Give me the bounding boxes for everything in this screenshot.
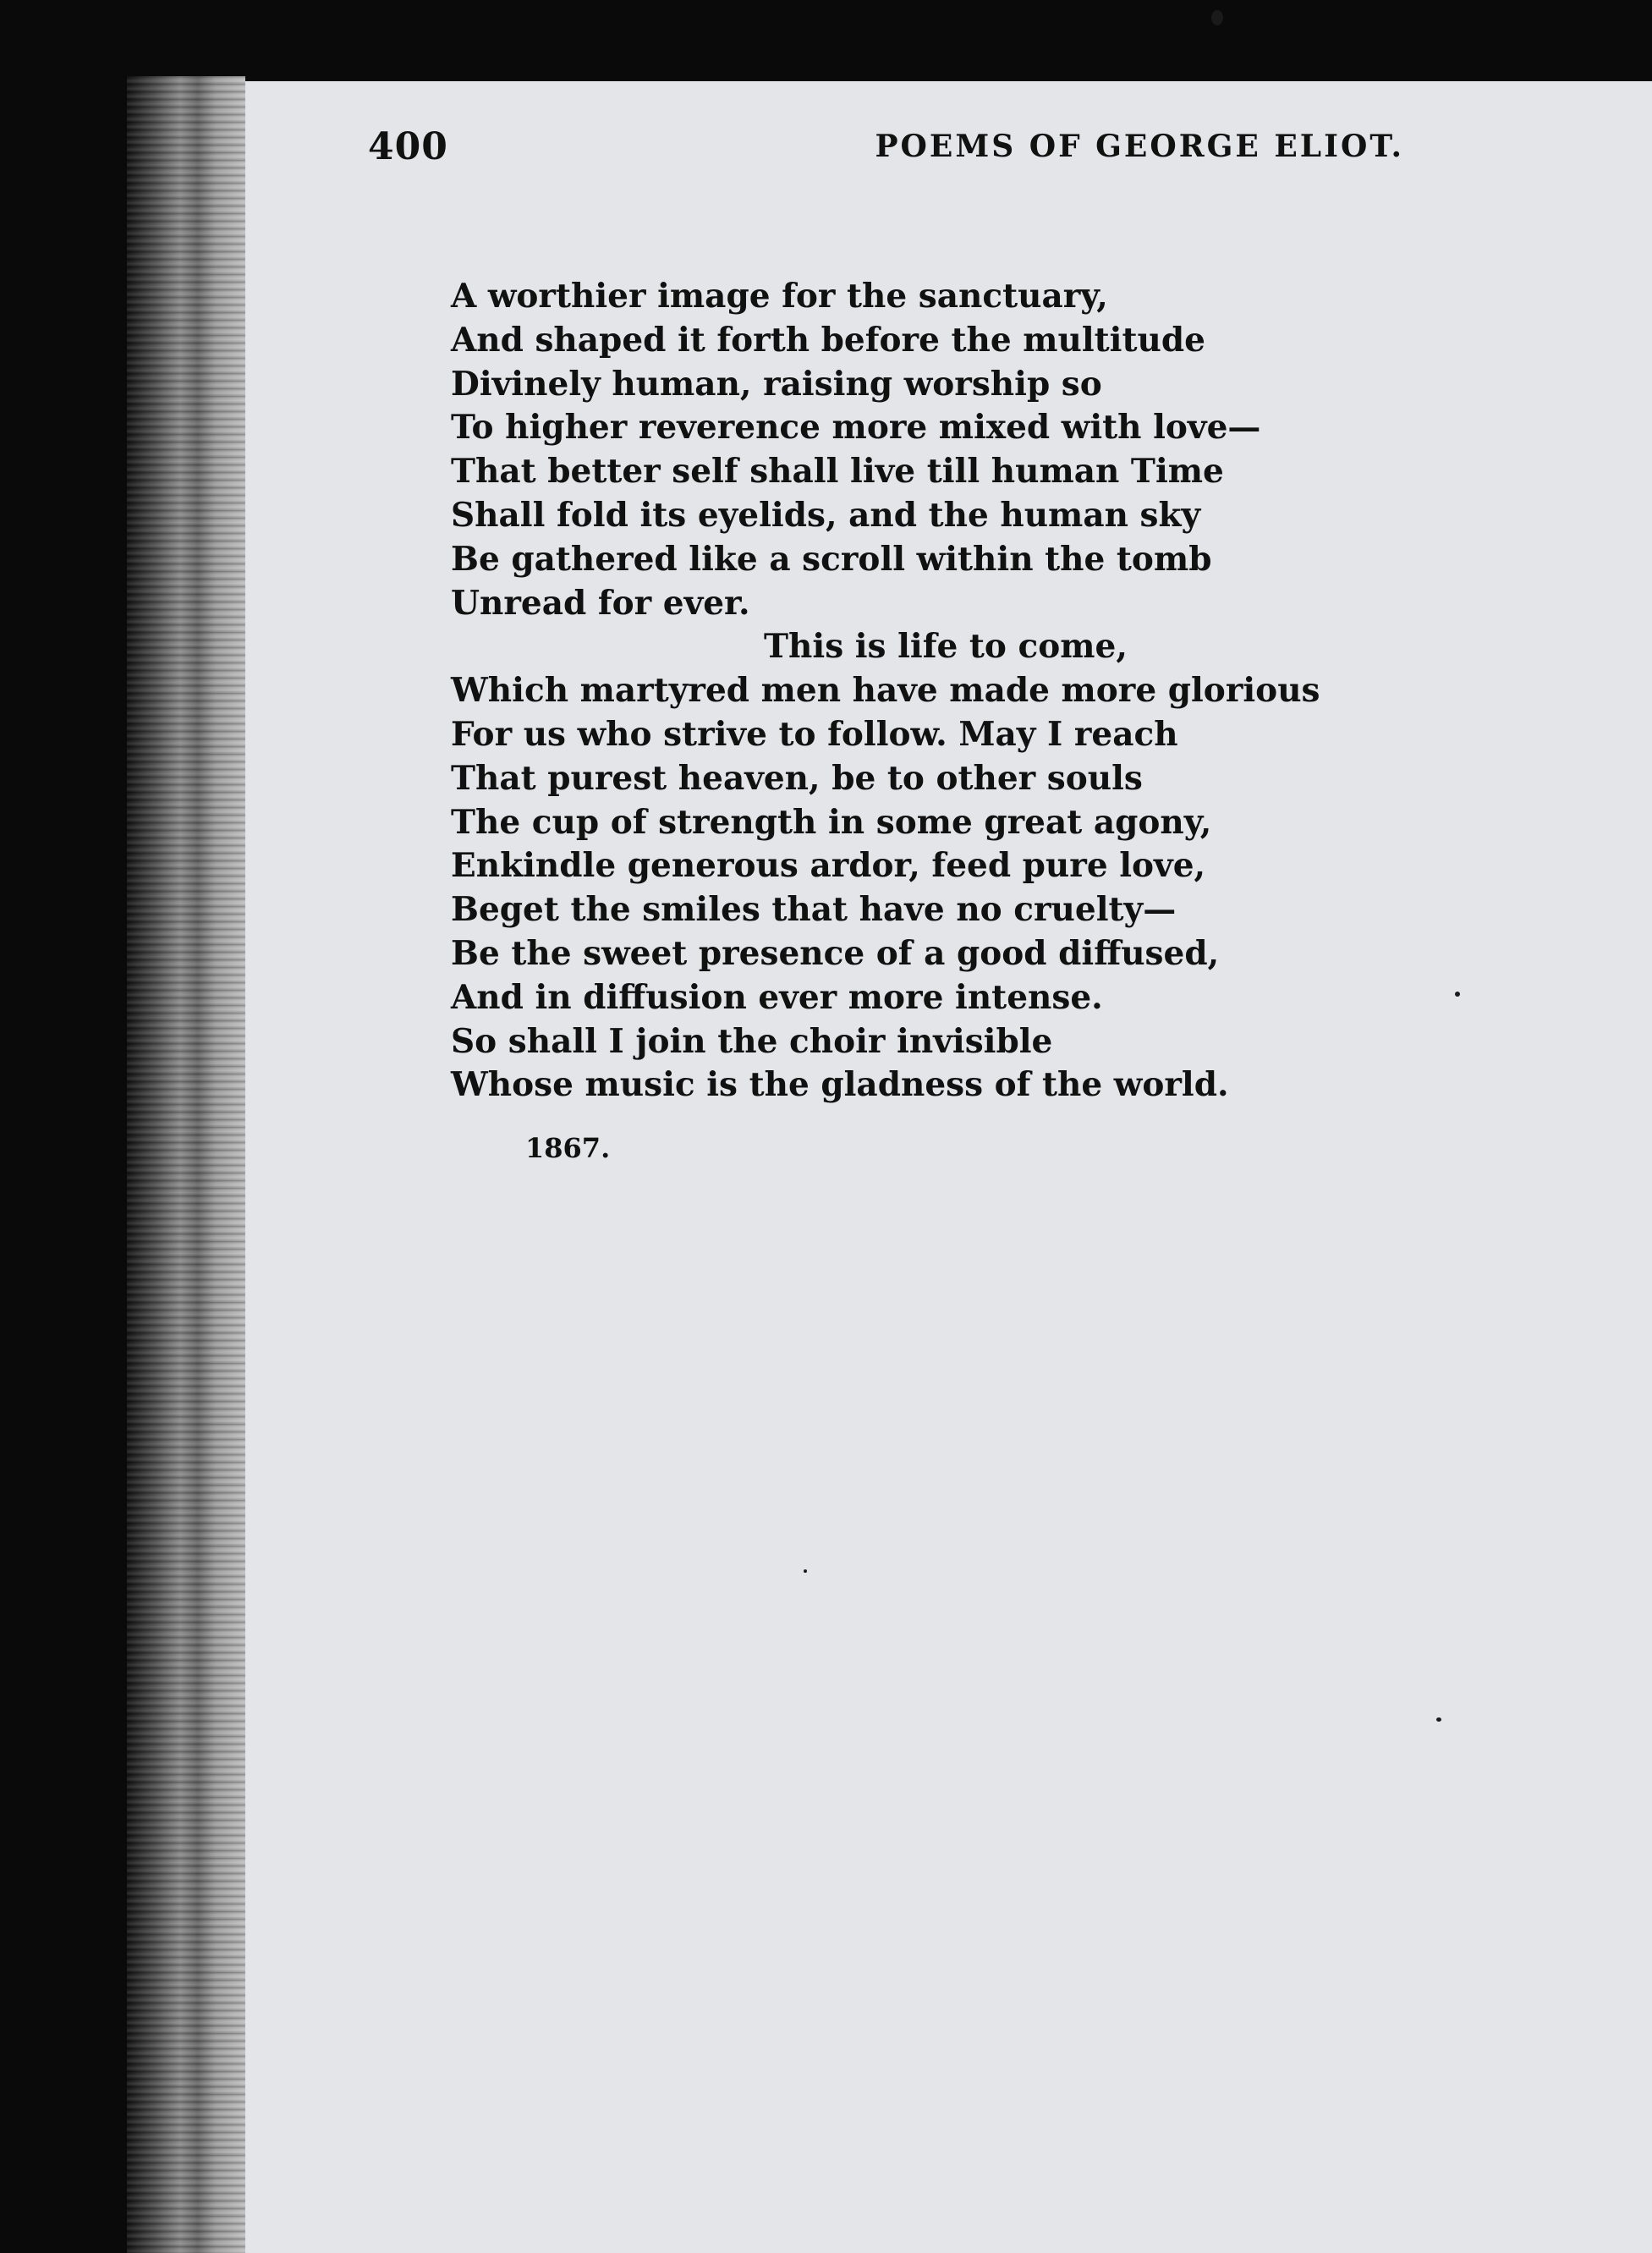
poem-line: Be gathered like a scroll within the tomb bbox=[451, 539, 1212, 579]
dust-speck bbox=[1211, 10, 1223, 25]
poem-line: The cup of strength in some great agony, bbox=[451, 802, 1212, 842]
running-head: POEMS OF GEORGE ELIOT. bbox=[875, 129, 1404, 164]
page-number: 400 bbox=[368, 125, 448, 168]
poem-line: A worthier image for the sanctuary, bbox=[451, 277, 1108, 316]
dust-speck bbox=[1455, 992, 1460, 997]
poem-line: And shaped it forth before the multitude bbox=[451, 320, 1205, 360]
poem-line: This is life to come, bbox=[764, 627, 1128, 667]
poem-line: Whose music is the gladness of the world. bbox=[451, 1065, 1229, 1105]
poem-line: For us who strive to follow. May I reach bbox=[451, 714, 1178, 754]
poem-line: To higher reverence more mixed with love— bbox=[451, 408, 1261, 448]
poem-line: Be the sweet presence of a good diffused, bbox=[451, 933, 1220, 973]
page-header bbox=[368, 125, 1404, 184]
poem-line: That better self shall live till human Time bbox=[451, 452, 1224, 492]
poem-line: Enkindle generous ardor, feed pure love, bbox=[451, 846, 1206, 886]
poem-line: That purest heaven, be to other souls bbox=[451, 758, 1143, 798]
dust-speck bbox=[1436, 1717, 1441, 1722]
poem-date: 1867. bbox=[525, 1132, 611, 1164]
poem-text bbox=[451, 275, 1550, 1107]
book-edge bbox=[127, 76, 245, 2253]
dust-speck bbox=[804, 1569, 807, 1573]
poem-line: Shall fold its eyelids, and the human sky bbox=[451, 495, 1201, 535]
poem-line: Beget the smiles that have no cruelty— bbox=[451, 890, 1177, 930]
poem-line: Which martyred men have made more glorious bbox=[451, 671, 1320, 711]
poem-line: And in diffusion ever more intense. bbox=[451, 977, 1103, 1017]
poem-line: Divinely human, raising worship so bbox=[451, 364, 1102, 404]
poem-line: So shall I join the choir invisible bbox=[451, 1021, 1053, 1061]
poem-line: Unread for ever. bbox=[451, 583, 750, 623]
